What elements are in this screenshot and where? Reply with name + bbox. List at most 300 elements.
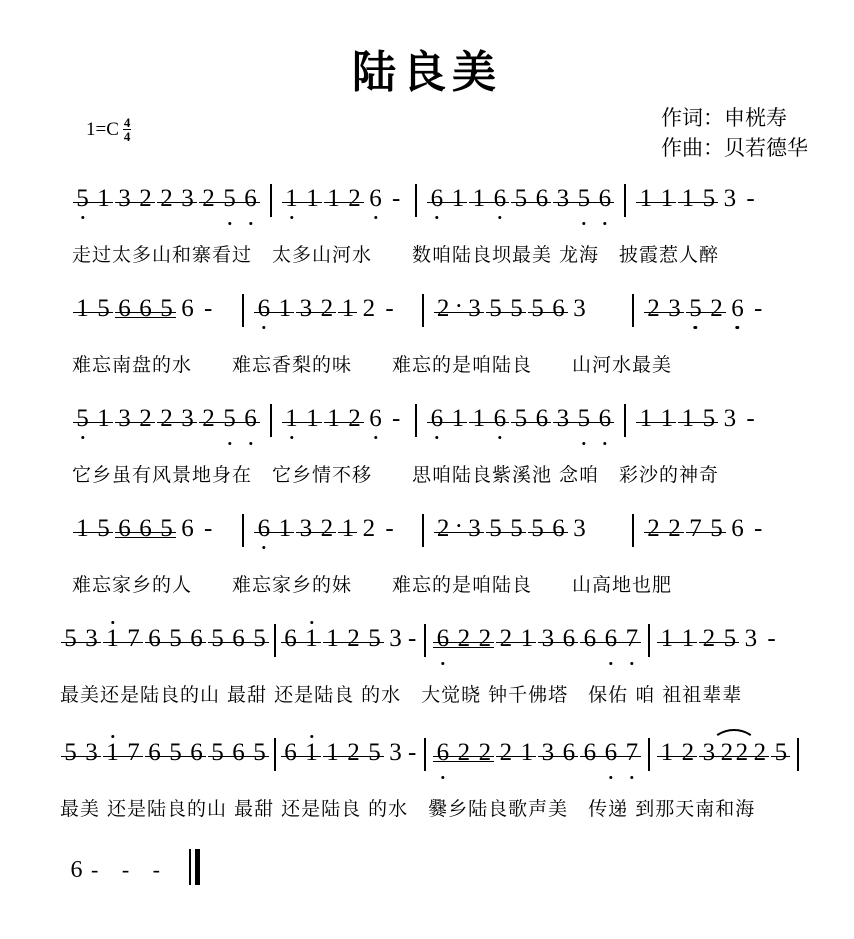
note: 6 xyxy=(594,406,615,432)
beam-group xyxy=(280,740,322,766)
note: 2 xyxy=(362,295,376,322)
beam-group xyxy=(433,513,485,542)
note: 1 xyxy=(278,295,292,322)
beam-group xyxy=(156,186,198,212)
note: 6 xyxy=(489,186,510,212)
note: 3 xyxy=(468,515,481,542)
note: 1 xyxy=(451,185,465,212)
note: 5 xyxy=(219,186,240,212)
note: 5 xyxy=(211,739,224,766)
note: 6 xyxy=(552,515,565,542)
note: 3 xyxy=(85,739,98,766)
beam-group xyxy=(207,740,270,766)
note: 6 xyxy=(148,739,161,766)
note: 2 xyxy=(347,625,360,652)
beam-group xyxy=(432,626,495,652)
beam-group xyxy=(102,740,144,766)
note-extension-dashes: - - - xyxy=(91,857,169,882)
note: 5 xyxy=(72,186,93,212)
beam-group xyxy=(207,626,270,652)
beam-group xyxy=(114,516,177,542)
note-extension-dash: - xyxy=(753,295,763,322)
note: 3 xyxy=(668,295,681,322)
note: 1 xyxy=(451,405,465,432)
measure-6-3 xyxy=(432,740,642,766)
note: 3 xyxy=(573,515,586,542)
lyric-row-1: 走过太多山和寨看过 太多山河水 数咱陆良坝最美 龙海 披霞惹人醉 xyxy=(72,244,720,266)
beam-group xyxy=(510,186,552,212)
note: 2 xyxy=(160,405,173,432)
measure-6-2 xyxy=(280,740,418,766)
beam-group xyxy=(433,293,485,322)
barline xyxy=(632,514,634,547)
note: 1 xyxy=(660,739,674,766)
note: 2 xyxy=(457,739,471,766)
note: 5 xyxy=(169,739,182,766)
note: 1 xyxy=(326,625,339,652)
note-extension-dash: - xyxy=(392,405,401,432)
beam-group xyxy=(468,186,510,212)
beam-group xyxy=(656,740,698,766)
note: 6 xyxy=(284,739,297,766)
beam-group xyxy=(426,406,468,432)
beam-group xyxy=(677,406,719,432)
beam-group xyxy=(495,626,537,652)
note: 3 xyxy=(181,405,194,432)
system-2 xyxy=(72,293,854,382)
note: 2 xyxy=(478,625,492,652)
beam-group xyxy=(198,186,261,212)
note: 7 xyxy=(621,740,642,766)
barline xyxy=(274,738,276,771)
note-extension-dash: - xyxy=(408,739,417,766)
note: 6 xyxy=(240,406,261,432)
note: 5 xyxy=(368,625,381,652)
note: 1 xyxy=(301,740,322,766)
beam-group xyxy=(295,516,337,542)
note: 5 xyxy=(489,295,502,322)
note: 6 xyxy=(240,186,261,212)
meter-denominator: 4 xyxy=(123,129,131,144)
barline xyxy=(648,738,650,771)
note: 1 xyxy=(639,405,653,432)
note: 6 xyxy=(426,406,447,432)
note-extension-dash: - xyxy=(767,625,776,652)
note: 5 xyxy=(253,739,266,766)
note: 5 xyxy=(531,295,544,322)
beam-group xyxy=(552,406,615,432)
note: 1 xyxy=(278,515,292,542)
note: 2 xyxy=(681,739,695,766)
beam-group xyxy=(537,740,579,766)
notes-row-6 xyxy=(60,740,854,798)
measure-2-2 xyxy=(253,296,399,322)
beam-group xyxy=(426,186,468,212)
lyricist-line: 作词：申桄寿 xyxy=(661,106,787,130)
beam-group xyxy=(468,406,510,432)
note: 6 xyxy=(562,739,576,766)
note: 3 xyxy=(181,185,194,212)
beam-group xyxy=(485,296,527,322)
note: 5 xyxy=(64,625,77,652)
system-1 xyxy=(72,186,854,272)
barline xyxy=(242,514,244,547)
note: 5 xyxy=(510,515,523,542)
note: 3 xyxy=(744,625,758,652)
augmentation-dot: · xyxy=(454,293,463,320)
lyric-row-5: 最美还是陆良的山 最甜 还是陆良 的水 大觉晓 钟千佛塔 保佑 咱 祖祖辈辈 xyxy=(60,684,743,706)
barline xyxy=(632,294,634,327)
note: 1 xyxy=(326,739,339,766)
note: 1 xyxy=(306,405,319,432)
note: 6 xyxy=(190,625,203,652)
note-extension-dash: - xyxy=(204,515,213,542)
note: 5 xyxy=(211,625,224,652)
barline xyxy=(624,184,626,217)
barline xyxy=(242,294,244,327)
note: 1 xyxy=(660,185,674,212)
note: 1 xyxy=(341,295,355,322)
lyric-row-6: 最美 还是陆良的山 最甜 还是陆良 的水 爨乡陆良歌声美 传递 到那天南和海 xyxy=(60,798,756,820)
notes-row-3 xyxy=(72,406,854,464)
note: 2 xyxy=(436,295,450,322)
note: 1 xyxy=(681,625,695,652)
beam-group xyxy=(281,406,323,432)
beam-group xyxy=(114,406,156,432)
beam-group xyxy=(698,626,740,652)
note: 6 xyxy=(118,515,131,542)
beam-group xyxy=(770,740,791,766)
note: 3 xyxy=(573,295,586,322)
beam-group xyxy=(643,516,685,542)
note: 1 xyxy=(520,739,534,766)
note: 5 xyxy=(514,185,528,212)
note: 6 xyxy=(148,625,161,652)
time-signature xyxy=(123,116,132,143)
beam-group xyxy=(698,740,770,766)
measure-5-3 xyxy=(432,626,642,652)
note: 2 xyxy=(499,625,513,652)
system-3 xyxy=(72,406,854,492)
note: 5 xyxy=(573,186,594,212)
key-signature xyxy=(86,116,131,143)
note: 1 xyxy=(97,185,110,212)
beam-group xyxy=(72,186,114,212)
note: 6 xyxy=(600,740,621,766)
note: 6 xyxy=(426,186,447,212)
note: 1 xyxy=(76,295,89,322)
measure-1-3 xyxy=(426,186,615,212)
note-extension-dash: - xyxy=(392,185,401,212)
note: 2 xyxy=(202,185,215,212)
note: 5 xyxy=(489,515,502,542)
measure-3-4 xyxy=(635,406,760,432)
barline xyxy=(648,624,650,657)
note: 2 xyxy=(478,739,492,766)
note: 6 xyxy=(600,626,621,652)
note: 5 xyxy=(702,405,716,432)
note: 2 xyxy=(735,739,749,766)
barline xyxy=(415,404,417,437)
beam-group xyxy=(281,186,323,212)
beam-group xyxy=(295,296,337,322)
note: 6 xyxy=(535,405,549,432)
note: 6 xyxy=(139,295,152,322)
note: 6 xyxy=(70,857,83,883)
note: 6 xyxy=(583,739,597,766)
beam-group xyxy=(579,740,642,766)
lyric-row-3: 它乡虽有风景地身在 它乡情不移 思咱陆良紫溪池 念咱 彩沙的神奇 xyxy=(72,464,720,486)
beam-group xyxy=(685,296,727,322)
note: 6 xyxy=(365,406,386,432)
note: 1 xyxy=(76,515,89,542)
lyric-row-4: 难忘家乡的人 难忘家乡的妹 难忘的是咱陆良 山高地也肥 xyxy=(72,574,673,596)
note: 5 xyxy=(160,295,173,322)
note: 2 xyxy=(139,185,152,212)
beam-group xyxy=(253,296,295,322)
note: 2 xyxy=(320,515,334,542)
note: 5 xyxy=(64,739,77,766)
note: 6 xyxy=(562,625,576,652)
note: 6 xyxy=(535,185,549,212)
measure-3-2 xyxy=(281,406,406,432)
note: 6 xyxy=(118,295,131,322)
note: 3 xyxy=(118,405,131,432)
system-4 xyxy=(72,513,854,602)
meter-numerator: 4 xyxy=(123,115,131,130)
beam-group xyxy=(643,296,685,322)
note: 1 xyxy=(327,405,340,432)
note: 3 xyxy=(723,405,737,432)
note: 2 xyxy=(160,185,173,212)
beam-group xyxy=(635,406,677,432)
beam-group xyxy=(635,186,677,212)
note-extension-dash: - xyxy=(408,625,417,652)
note: 6 xyxy=(190,739,203,766)
barline xyxy=(422,294,424,327)
note: 3 xyxy=(541,739,555,766)
beam-group xyxy=(198,406,261,432)
note: 3 xyxy=(299,515,313,542)
notes-row-2 xyxy=(72,293,854,354)
key-label: 1=C xyxy=(86,118,119,140)
note: 3 xyxy=(702,739,716,766)
note: 6 xyxy=(232,625,245,652)
note: 2 xyxy=(753,739,767,766)
composer-line: 作曲：贝若德华 xyxy=(661,136,808,161)
note: 5 xyxy=(510,295,523,322)
note: 2 xyxy=(702,625,716,652)
measure-4-4 xyxy=(643,516,768,542)
note: 1 xyxy=(660,625,674,652)
note: 2 xyxy=(348,405,361,432)
measure-4-3 xyxy=(433,513,590,542)
tied-note-pair xyxy=(719,740,749,766)
note: 6 xyxy=(583,625,597,652)
note: 3 xyxy=(556,185,570,212)
note: 3 xyxy=(118,185,131,212)
barline xyxy=(624,404,626,437)
barline xyxy=(415,184,417,217)
beam-group xyxy=(72,296,114,322)
note-extension-dash: - xyxy=(746,405,755,432)
note: 3 xyxy=(389,625,402,652)
note: 3 xyxy=(85,625,98,652)
note: 1 xyxy=(660,405,674,432)
measure-1-1 xyxy=(72,186,261,212)
note-extension-dash: - xyxy=(385,515,394,542)
measure-1-2 xyxy=(281,186,406,212)
note: 5 xyxy=(219,406,240,432)
measure-1-4 xyxy=(635,186,760,212)
beam-group xyxy=(552,186,615,212)
measure-4-2 xyxy=(253,516,399,542)
note: 1 xyxy=(301,626,322,652)
note: 5 xyxy=(169,625,182,652)
note: 7 xyxy=(621,626,642,652)
notes-row-4 xyxy=(72,513,854,574)
note: 3 xyxy=(468,295,481,322)
measure-4-1 xyxy=(72,516,218,542)
note: 6 xyxy=(253,296,274,322)
note: 2 xyxy=(139,405,152,432)
note: 5 xyxy=(685,296,706,322)
note: 5 xyxy=(97,515,110,542)
note: 5 xyxy=(514,405,528,432)
note: 3 xyxy=(723,185,737,212)
note: 6 xyxy=(432,626,453,652)
note: 7 xyxy=(127,625,140,652)
beam-group xyxy=(322,740,385,766)
note: 2 xyxy=(647,295,660,322)
note: 1 xyxy=(341,515,355,542)
measure-2-3 xyxy=(433,293,590,322)
note: 2 xyxy=(362,515,376,542)
note: 2 xyxy=(320,295,334,322)
note: 1 xyxy=(306,185,319,212)
beam-group xyxy=(322,626,385,652)
beam-group xyxy=(253,516,295,542)
note: 2 xyxy=(720,739,734,766)
note: 2 xyxy=(347,739,360,766)
beam-group xyxy=(72,516,114,542)
barline xyxy=(797,738,799,771)
beam-group xyxy=(144,740,207,766)
note: 1 xyxy=(472,185,486,212)
note: 6 xyxy=(731,515,744,542)
note-extension-dash: - xyxy=(385,295,394,322)
measure-6-4 xyxy=(656,740,791,766)
note: 2 xyxy=(348,185,361,212)
beam-group xyxy=(677,186,719,212)
beam-group xyxy=(485,516,527,542)
note: 5 xyxy=(253,625,266,652)
note: 6 xyxy=(727,296,748,322)
note: 2 xyxy=(499,739,513,766)
note-extension-dash: - xyxy=(746,185,755,212)
note: 1 xyxy=(97,405,110,432)
note: 6 xyxy=(284,625,297,652)
beam-group xyxy=(144,626,207,652)
note: 5 xyxy=(723,625,737,652)
beam-group xyxy=(579,626,642,652)
barline xyxy=(422,514,424,547)
note: 1 xyxy=(520,625,534,652)
note: 3 xyxy=(389,739,402,766)
note: 6 xyxy=(432,740,453,766)
note: 1 xyxy=(281,406,302,432)
beam-group xyxy=(72,406,114,432)
note: 1 xyxy=(639,185,653,212)
measure-5-4 xyxy=(656,626,781,652)
note: 5 xyxy=(702,185,716,212)
note: 5 xyxy=(531,515,544,542)
final-measure xyxy=(66,852,200,888)
note: 1 xyxy=(281,186,302,212)
beam-group xyxy=(60,626,102,652)
measure-5-1 xyxy=(60,626,270,652)
system-6 xyxy=(60,740,854,826)
note: 1 xyxy=(327,185,340,212)
barline xyxy=(270,404,272,437)
page-title: 陆良美 xyxy=(352,47,502,98)
note: 3 xyxy=(556,405,570,432)
measure-6-1 xyxy=(60,740,270,766)
note: 3 xyxy=(299,295,313,322)
beam-group xyxy=(60,740,102,766)
note: 6 xyxy=(489,406,510,432)
note: 1 xyxy=(681,405,695,432)
note: 2 xyxy=(668,515,681,542)
measure-3-1 xyxy=(72,406,261,432)
note-extension-dash: - xyxy=(204,295,213,322)
beam-group xyxy=(114,296,177,322)
note: 5 xyxy=(774,739,788,766)
note: 1 xyxy=(681,185,695,212)
note: 6 xyxy=(552,295,565,322)
note: 2 xyxy=(710,295,723,322)
note: 2 xyxy=(647,515,660,542)
notes-row-5 xyxy=(60,626,854,684)
beam-group xyxy=(323,406,365,432)
beam-group xyxy=(323,186,365,212)
beam-group xyxy=(432,740,495,766)
note: 5 xyxy=(573,406,594,432)
beam-group xyxy=(102,626,144,652)
beam-group xyxy=(527,296,569,322)
beam-group xyxy=(156,406,198,432)
note: 5 xyxy=(72,406,93,432)
beam-group xyxy=(656,626,698,652)
beam-group xyxy=(537,626,579,652)
note: 3 xyxy=(541,625,555,652)
note-extension-dash: - xyxy=(753,515,763,542)
barline xyxy=(270,184,272,217)
end-barline xyxy=(189,849,200,885)
note: 7 xyxy=(689,515,702,542)
barline xyxy=(274,624,276,657)
notes-row-1 xyxy=(72,186,854,244)
beam-group xyxy=(685,516,727,542)
beam-group xyxy=(337,516,358,542)
note: 5 xyxy=(368,739,381,766)
note: 6 xyxy=(139,515,152,542)
measure-2-4 xyxy=(643,296,768,322)
note: 5 xyxy=(160,515,173,542)
beam-group xyxy=(114,186,156,212)
measure-5-2 xyxy=(280,626,418,652)
measure-3-3 xyxy=(426,406,615,432)
